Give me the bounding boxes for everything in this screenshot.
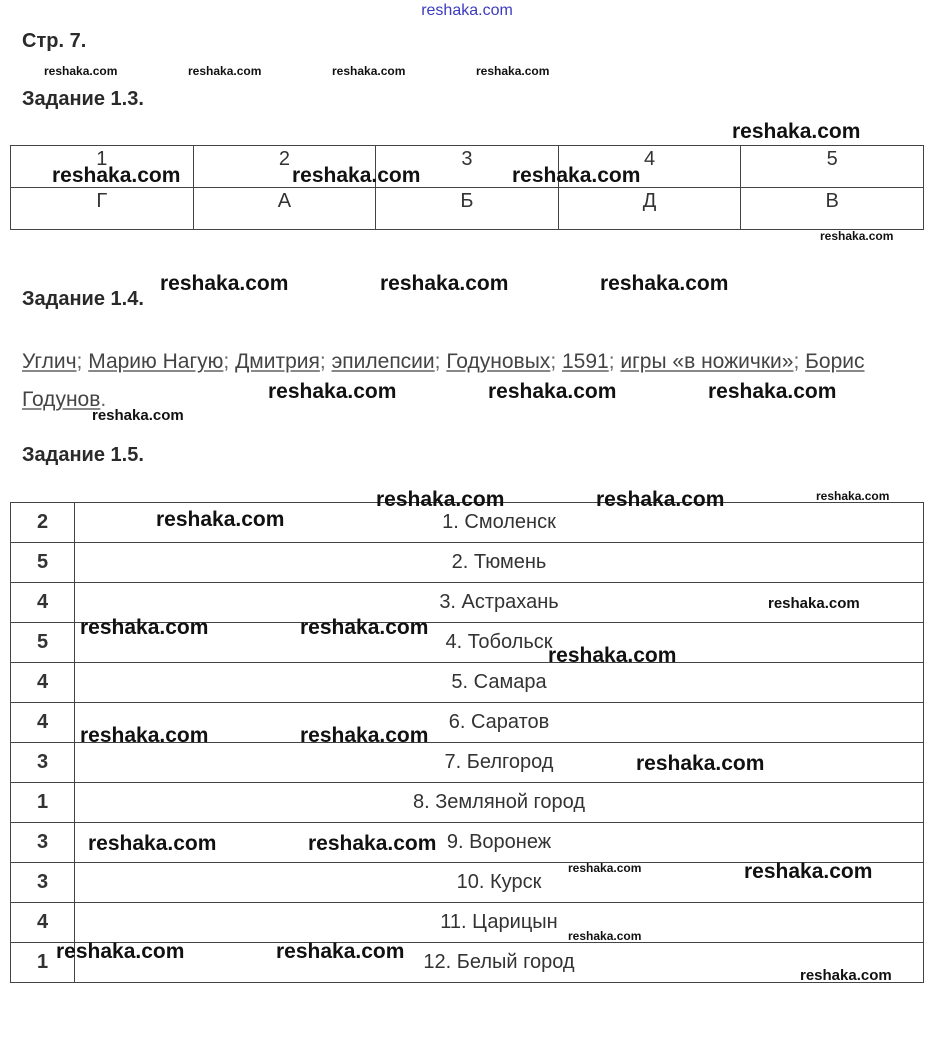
watermark: reshaka.com	[188, 64, 262, 78]
table-row	[11, 743, 924, 783]
watermark: reshaka.com	[92, 407, 184, 424]
task-1-3-title: Задание 1.3.	[22, 88, 144, 110]
watermark: reshaka.com	[276, 940, 405, 963]
watermark: reshaka.com	[816, 489, 890, 503]
answer-word: Годуновых	[446, 350, 551, 373]
watermark: reshaka.com	[568, 861, 642, 875]
score-cell: 4	[11, 703, 75, 743]
answer-word: игры «в ножички»	[620, 350, 794, 373]
city-cell: 9. Воронеж	[75, 823, 924, 863]
number-cell: 4	[558, 146, 741, 188]
watermark: reshaka.com	[80, 724, 209, 747]
answer-word: эпилепсии	[331, 350, 435, 373]
city-cell: 3. Астрахань	[75, 583, 924, 623]
score-cell: 5	[11, 623, 75, 663]
separator: ;	[319, 350, 326, 373]
table-row	[11, 663, 924, 703]
letter-cell: В	[741, 188, 924, 230]
watermark: reshaka.com	[636, 752, 765, 775]
site-header-link[interactable]: reshaka.com	[421, 2, 513, 19]
table-row	[11, 903, 924, 943]
letter-cell: Б	[376, 188, 559, 230]
score-cell: 4	[11, 583, 75, 623]
separator: ;	[608, 350, 615, 373]
answer-word: Марию Нагую	[88, 350, 224, 373]
watermark: reshaka.com	[708, 380, 837, 403]
watermark: reshaka.com	[568, 929, 642, 943]
letter-cell: Г	[11, 188, 194, 230]
task-1-4-title: Задание 1.4.	[22, 288, 144, 310]
separator: ;	[793, 350, 800, 373]
city-cell: 5. Самара	[75, 663, 924, 703]
watermark: reshaka.com	[292, 164, 421, 187]
watermark: reshaka.com	[596, 488, 725, 511]
number-cell: 2	[193, 146, 376, 188]
city-cell: 2. Тюмень	[75, 543, 924, 583]
score-cell: 4	[11, 663, 75, 703]
city-cell: 4. Тобольск	[75, 623, 924, 663]
score-cell: 2	[11, 503, 75, 543]
number-cell: 5	[741, 146, 924, 188]
number-cell: 3	[376, 146, 559, 188]
letter-cell: А	[193, 188, 376, 230]
watermark: reshaka.com	[56, 940, 185, 963]
watermark: reshaka.com	[332, 64, 406, 78]
answer-word: 1591	[562, 350, 609, 373]
answer-word: Борис Годунов	[22, 350, 865, 411]
watermark: reshaka.com	[300, 616, 429, 639]
city-cell: 6. Саратов	[75, 703, 924, 743]
number-cell: 1	[11, 146, 194, 188]
watermark: reshaka.com	[488, 380, 617, 403]
separator: ;	[550, 350, 557, 373]
watermark: reshaka.com	[44, 64, 118, 78]
city-cell: 10. Курск	[75, 863, 924, 903]
score-cell: 3	[11, 823, 75, 863]
watermark: reshaka.com	[268, 380, 397, 403]
terminator: .	[100, 388, 107, 411]
watermark: reshaka.com	[88, 832, 217, 855]
separator: ;	[223, 350, 230, 373]
score-cell: 1	[11, 943, 75, 983]
score-cell: 5	[11, 543, 75, 583]
watermark: reshaka.com	[376, 488, 505, 511]
table-row	[11, 783, 924, 823]
page-number: Стр. 7.	[22, 30, 87, 52]
score-cell: 1	[11, 783, 75, 823]
city-cell: 11. Царицын	[75, 903, 924, 943]
watermark: reshaka.com	[308, 832, 437, 855]
watermark: reshaka.com	[156, 508, 285, 531]
watermark: reshaka.com	[512, 164, 641, 187]
watermark: reshaka.com	[300, 724, 429, 747]
watermark: reshaka.com	[768, 595, 860, 612]
city-cell: 1. Смоленск	[75, 503, 924, 543]
watermark: reshaka.com	[600, 272, 729, 295]
watermark: reshaka.com	[820, 229, 894, 243]
watermark: reshaka.com	[548, 644, 677, 667]
watermark: reshaka.com	[52, 164, 181, 187]
task-1-5-title: Задание 1.5.	[22, 444, 144, 466]
answer-word: Углич	[22, 350, 77, 373]
city-cell: 12. Белый город	[75, 943, 924, 983]
separator: ;	[76, 350, 83, 373]
watermark: reshaka.com	[80, 616, 209, 639]
score-cell: 3	[11, 743, 75, 783]
letter-cell: Д	[558, 188, 741, 230]
answer-word: Дмитрия	[235, 350, 320, 373]
score-cell: 3	[11, 863, 75, 903]
city-cell: 7. Белгород	[75, 743, 924, 783]
table-row	[11, 188, 924, 230]
separator: ;	[434, 350, 441, 373]
watermark: reshaka.com	[744, 860, 873, 883]
table-row	[11, 543, 924, 583]
watermark: reshaka.com	[732, 120, 861, 143]
city-cell: 8. Земляной город	[75, 783, 924, 823]
watermark: reshaka.com	[800, 967, 892, 984]
watermark: reshaka.com	[476, 64, 550, 78]
score-cell: 4	[11, 903, 75, 943]
watermark: reshaka.com	[160, 272, 289, 295]
watermark: reshaka.com	[380, 272, 509, 295]
